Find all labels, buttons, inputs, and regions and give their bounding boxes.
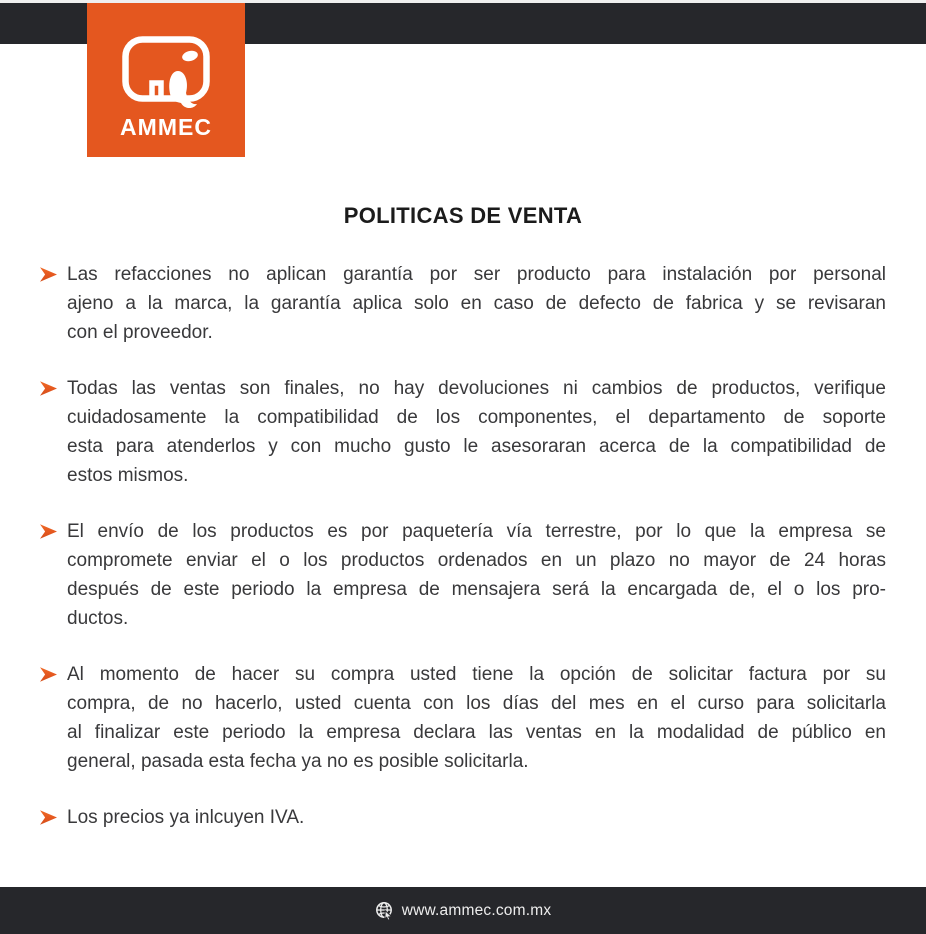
logo-wordmark: AMMEC	[120, 114, 212, 140]
globe-cursor-icon	[375, 901, 394, 920]
policy-line: compromete enviar el o los productos ordenados en un plazo no mayor de 24 horas	[67, 550, 886, 571]
policy-item	[40, 517, 886, 633]
policy-line: Al momento de hacer su compra usted tiene la opción de solicitar factura por su	[67, 664, 886, 685]
policy-line: esta para atenderlos y con mucho gusto le asesoraran acerca de la compatibilidad de	[67, 436, 886, 457]
policy-text	[67, 803, 886, 832]
policy-text	[67, 517, 886, 633]
policy-list	[40, 260, 886, 859]
policy-text	[67, 260, 886, 347]
policy-line: ductos.	[67, 608, 129, 629]
arrow-right-icon	[40, 524, 57, 539]
policy-line: con el proveedor.	[67, 322, 213, 343]
policy-item	[40, 260, 886, 347]
policy-item	[40, 660, 886, 776]
policy-line: al finalizar este periodo la empresa declara las ventas en la modalidad de público en	[67, 722, 886, 743]
policy-item	[40, 374, 886, 490]
policy-line: después de este periodo la empresa de mensajera será la encargada de, el o los pro-	[67, 579, 886, 600]
arrow-right-icon	[40, 267, 57, 282]
policy-line: compra, de no hacerlo, usted cuenta con los días del mes en el curso para solicitarla	[67, 693, 886, 714]
policy-line: estos mismos.	[67, 465, 189, 486]
policy-text	[67, 660, 886, 776]
policy-line: Todas las ventas son finales, no hay devoluciones ni cambios de productos, verifique	[67, 378, 886, 399]
policy-line: El envío de los productos es por paquetería vía terrestre, por lo que la empresa se	[67, 521, 886, 542]
policy-line: cuidadosamente la compatibilidad de los componentes, el departamento de soporte	[67, 407, 886, 428]
footer-bar	[0, 887, 926, 934]
page-title: POLITICAS DE VENTA	[343, 203, 583, 228]
elephant-icon	[121, 35, 211, 111]
arrow-right-icon	[40, 810, 57, 825]
policy-line: Los precios ya inlcuyen IVA.	[67, 807, 305, 828]
policy-item	[40, 803, 886, 832]
policy-text	[67, 374, 886, 490]
policy-line: general, pasada esta fecha ya no es posible solicitarla.	[67, 751, 529, 772]
arrow-right-icon	[40, 667, 57, 682]
policy-line: Las refacciones no aplican garantía por ser producto para instalación por personal	[67, 264, 886, 285]
website-url: www.ammec.com.mx	[401, 901, 552, 919]
ammec-logo	[87, 3, 245, 157]
arrow-right-icon	[40, 381, 57, 396]
policy-line: ajeno a la marca, la garantía aplica solo en caso de defecto de fabrica y se revisaran	[67, 293, 886, 314]
